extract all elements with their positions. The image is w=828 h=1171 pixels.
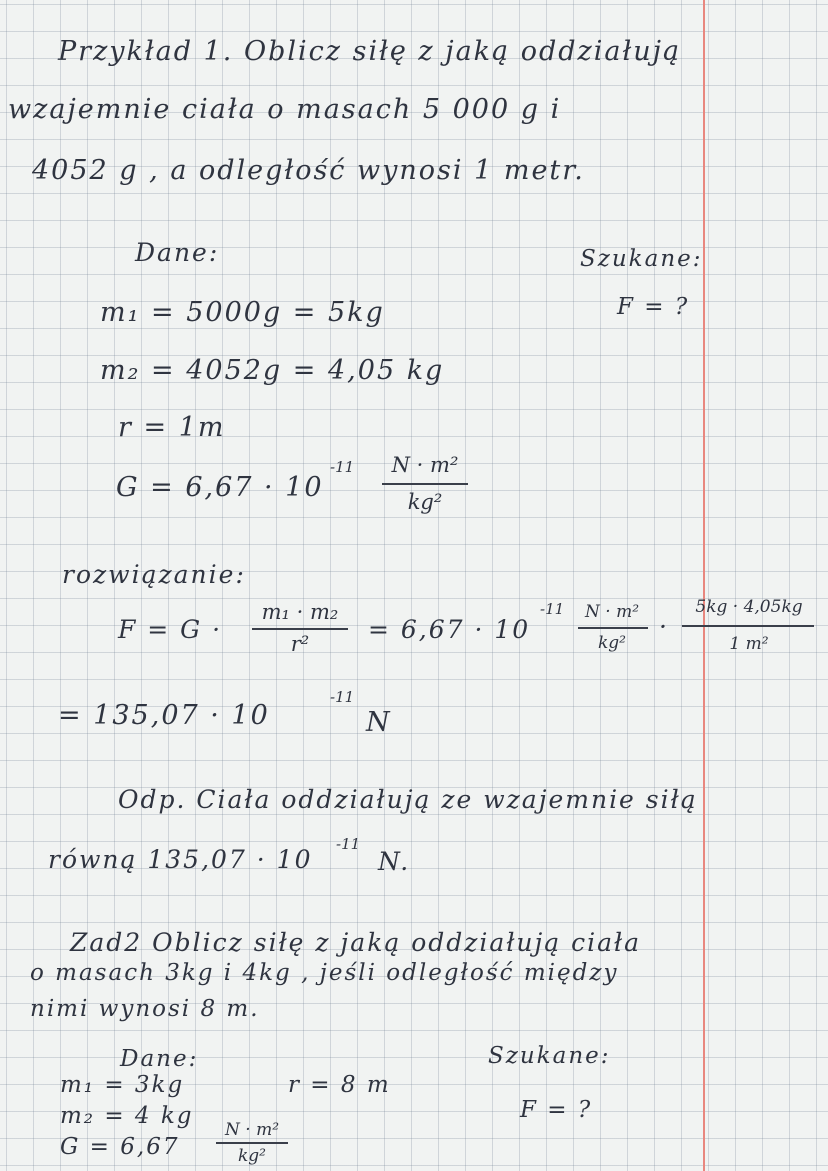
example1-result-unit: N	[366, 707, 392, 738]
task2-m1: m₁ = 3kg	[60, 1072, 185, 1098]
example1-r: r = 1m	[118, 412, 226, 443]
example1-answer-unit: N.	[378, 847, 411, 876]
example1-F-lhs: F = G ·	[118, 615, 223, 644]
task2-line1: Zad2 Oblicz siłę z jaką oddziałują ciała	[70, 928, 642, 957]
example1-F-fraction-bar	[252, 628, 348, 630]
example1-G-unit-denominator: kg²	[407, 490, 443, 514]
example1-line3: 4052 g , a odległość wynosi 1 metr.	[32, 155, 585, 186]
example1-m2: m₂ = 4052g = 4,05 kg	[100, 355, 445, 386]
example1-result-exponent: -11	[330, 688, 355, 706]
example1-answer-line1: Odp. Ciała oddziałują ze wzajemnie siłą	[118, 785, 698, 814]
example1-G-unit-numerator: N · m²	[391, 453, 459, 477]
example1-rozwiazanie-label: rozwiązanie:	[62, 560, 246, 589]
task2-szukane-label: Szukane:	[488, 1043, 611, 1069]
example1-G-fraction-bar	[382, 483, 468, 485]
example1-F-equals: = 6,67 · 10	[368, 615, 531, 644]
example1-F-frac-denominator: r²	[290, 632, 310, 656]
task2-line2: o masach 3kg i 4kg , jeśli odległość między	[30, 960, 619, 986]
example1-F-mass-bar	[682, 625, 814, 627]
example1-F-unit-denominator: kg²	[598, 633, 626, 653]
task2-r: r = 8 m	[288, 1072, 391, 1098]
example1-F-mass-denominator: 1 m²	[729, 634, 769, 654]
example1-szukane-label: Szukane:	[580, 246, 703, 272]
example1-result: = 135,07 · 10	[58, 700, 270, 731]
task2-G-fraction-bar	[216, 1142, 288, 1144]
example1-F-frac-numerator: m₁ · m₂	[261, 600, 339, 624]
task2-G-unit-denominator: kg²	[238, 1146, 266, 1166]
task2-G-unit-numerator: N · m²	[224, 1120, 280, 1140]
task2-szukane-value: F = ?	[520, 1097, 593, 1123]
example1-m1: m₁ = 5000g = 5kg	[100, 297, 385, 328]
task2-G: G = 6,67	[60, 1134, 180, 1160]
example1-dane-label: Dane:	[135, 238, 220, 267]
example1-F-exponent: -11	[540, 600, 565, 618]
task2-dane-label: Dane:	[120, 1046, 199, 1072]
example1-F-unit-numerator: N · m²	[584, 602, 640, 622]
example1-F-unit-bar	[578, 627, 648, 629]
red-margin-line	[703, 0, 705, 1171]
example1-F-mass-numerator: 5kg · 4,05kg	[695, 597, 803, 617]
example1-szukane-value: F = ?	[617, 294, 690, 320]
example1-F-dot: ·	[659, 612, 669, 641]
task2-m2: m₂ = 4 kg	[60, 1103, 194, 1129]
task2-line3: nimi wynosi 8 m.	[30, 996, 260, 1022]
example1-G-exponent: -11	[330, 458, 355, 476]
example1-answer-exponent: -11	[336, 835, 361, 853]
example1-answer-line2: równą 135,07 · 10	[48, 845, 313, 874]
example1-G: G = 6,67 · 10	[116, 472, 324, 503]
example1-line1: Przykład 1. Oblicz siłę z jaką oddziałują	[58, 36, 682, 67]
example1-line2: wzajemnie ciała o masach 5 000 g i	[8, 94, 562, 125]
